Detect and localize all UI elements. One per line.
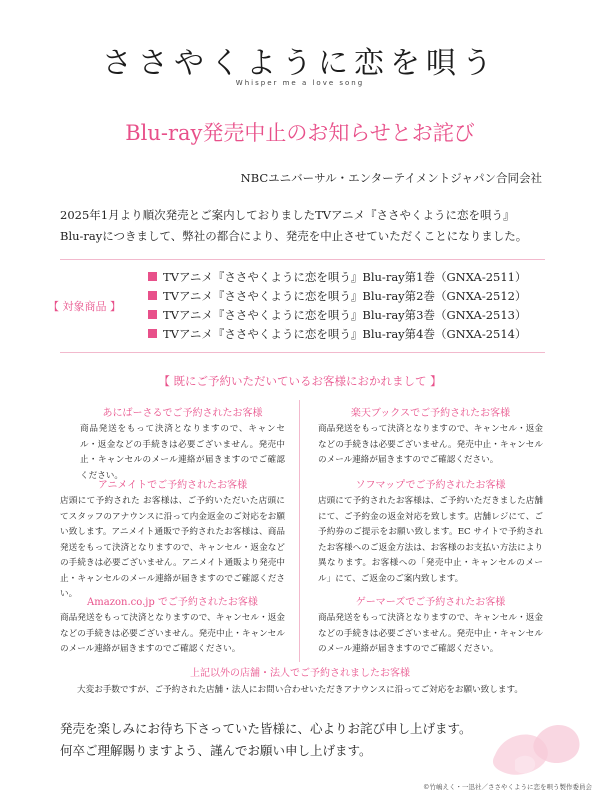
closing-line: 発売を楽しみにお待ち下さっていた皆様に、心よりお詫び申し上げます。	[60, 721, 472, 736]
product-item: TVアニメ『ささやくように恋を唄う』Blu-ray第2巻（GNXA-2512）	[148, 287, 526, 306]
sakura-petals-decoration	[475, 700, 585, 780]
section-body: 商品発送をもって決済となりますので、キャンセル・返金などの手続きは必要ございません。発売中止・キャンセルのメール連絡が届きますのでご確認ください。	[80, 424, 285, 481]
section-sofmap	[318, 476, 543, 587]
pink-square-bullet-icon	[148, 329, 157, 338]
section-body: 商品発送をもって決済となりますので、キャンセル・返金などの手続きは必要ございません。発売中止・キャンセルのメール連絡が届きますのでご確認ください。	[318, 424, 543, 465]
divider-bottom	[60, 352, 545, 353]
section-title: ゲーマーズでご予約されたお客様	[355, 597, 506, 608]
other-stores-body: 大変お手数ですが、ご予約された店舗・法人にお問い合わせいただきアナウンスに沿ってご対応をお願い致します。	[77, 685, 523, 695]
section-body: 店頭にて予約された お客様は、ご予約いただいた店頭にてスタッフのアナウンスに沿って内金返金のご対応をお願い致します。アニメイト通販で予約されたお客様は、商品発送をもって決済となりますので、キャンセル・返金などの手続きは必要ございません。アニメイト通販より発売中止・キャンセルのメール連絡が届きますのでご確認ください。	[60, 496, 285, 599]
intro-line: Blu-rayにつきまして、弊社の都合により、発売を中止させていただくことになりました。	[60, 229, 528, 243]
section-animate-dash	[80, 404, 285, 484]
column-divider	[299, 400, 300, 662]
section-amazon	[60, 593, 285, 658]
product-item: TVアニメ『ささやくように恋を唄う』Blu-ray第4巻（GNXA-2514）	[148, 325, 526, 344]
product-item: TVアニメ『ささやくように恋を唄う』Blu-ray第1巻（GNXA-2511）	[148, 268, 526, 287]
closing-line: 何卒ご理解賜りますよう、謹んでお願い申し上げます。	[60, 743, 372, 758]
intro-paragraph	[60, 205, 550, 247]
company-name: NBCユニバーサル・エンターテイメントジャパン合同会社	[240, 171, 542, 185]
section-title: アニメイトでご予約されたお客様	[97, 480, 248, 491]
divider-top	[60, 259, 545, 260]
closing-message	[60, 718, 472, 762]
product-item: TVアニメ『ささやくように恋を唄う』Blu-ray第3巻（GNXA-2513）	[148, 306, 526, 325]
series-logo-subtitle: Whisper me a love song	[235, 79, 365, 87]
other-stores-title: 上記以外の店舗・法人でご予約されましたお客様	[190, 668, 410, 679]
product-list	[148, 268, 526, 344]
intro-line: 2025年1月より順次発売とご案内しておりましたTVアニメ『ささやくように恋を唄う』	[60, 208, 515, 222]
section-title: Amazon.co.jp でご予約されたお客様	[87, 597, 258, 608]
pink-square-bullet-icon	[148, 291, 157, 300]
section-title: あにばーさるでご予約されたお客様	[102, 408, 263, 419]
pink-square-bullet-icon	[148, 272, 157, 281]
section-body: 商品発送をもって決済となりますので、キャンセル・返金などの手続きは必要ございません。発売中止・キャンセルのメール連絡が届きますのでご確認ください。	[318, 613, 543, 654]
reservation-notice-heading: 【 既にご予約いただいているお客様におかれまして 】	[158, 374, 442, 388]
section-title: 楽天ブックスでご予約されたお客様	[350, 408, 511, 419]
target-products-label: 【 対象商品 】	[48, 300, 121, 313]
section-rakuten	[318, 404, 543, 469]
announcement-headline: Blu-ray発売中止のお知らせとお詫び	[125, 121, 475, 145]
section-body: 店頭にて予約されたお客様は、ご予約いただきました店舗にて、ご予約金の返金対応を致します。店舗レジにて、ご予約券のご提示をお願い致します。EC サイトで予約されたお客様へのご返金方法は、お客様のお支払い方法により異なります。お客様への「発売中止・キャンセルのメール」にて、ご返金のご案内致します。	[318, 496, 543, 584]
section-body: 商品発送をもって決済となりますので、キャンセル・返金などの手続きは必要ございません。発売中止・キャンセルのメール連絡が届きますのでご確認ください。	[60, 613, 285, 654]
pink-square-bullet-icon	[148, 310, 157, 319]
section-title: ソフマップでご予約されたお客様	[355, 480, 506, 491]
copyright-notice: ©竹嶋えく・一迅社／ささやくように恋を唄う製作委員会	[423, 783, 592, 791]
series-logo-title: ささやくように恋を唄う	[102, 46, 498, 81]
section-gamers	[318, 593, 543, 658]
section-animate	[60, 476, 285, 603]
